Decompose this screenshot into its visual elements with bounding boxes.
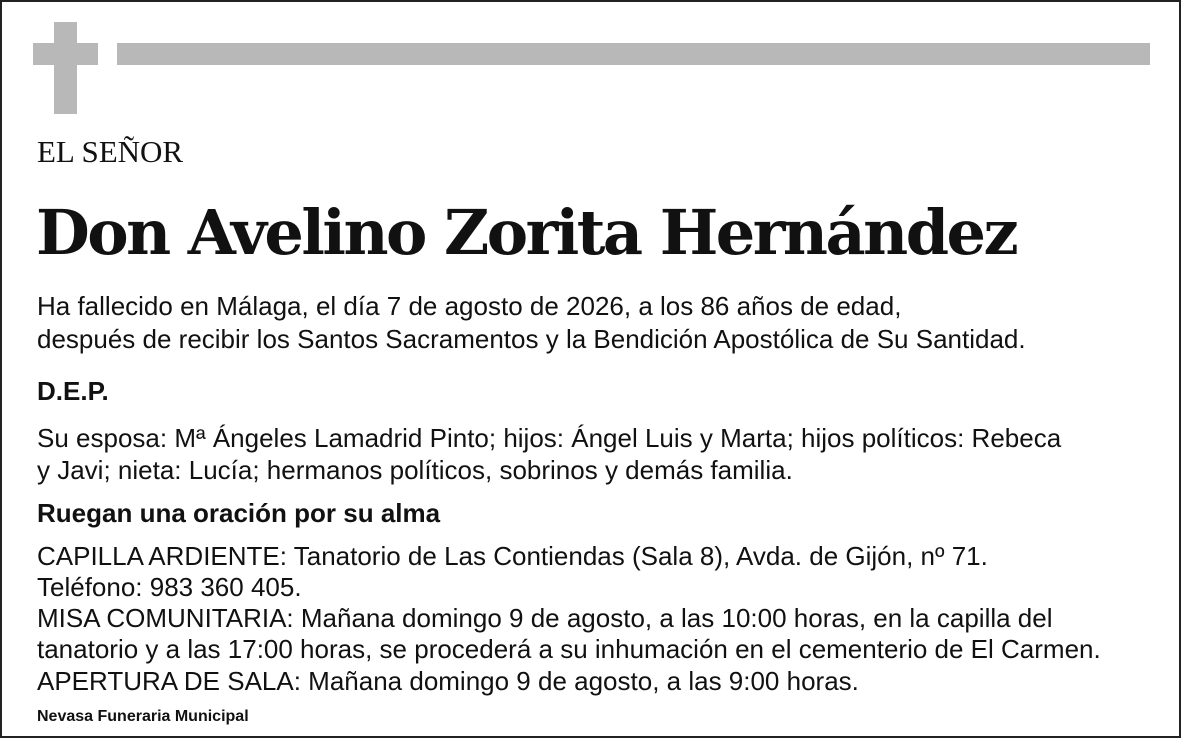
services-line-3: MISA COMUNITARIA: Mañana domingo 9 de agosto, a las 10:00 horas, en la capilla del xyxy=(37,603,1053,633)
services-line-2: Teléfono: 983 360 405. xyxy=(37,572,302,602)
services-line-4: tanatorio y a las 17:00 horas, se procederá a su inhumación en el cementerio de El Carmen. xyxy=(37,634,1101,664)
prayer-request: Ruegan una oración por su alma xyxy=(37,498,441,528)
cross-icon-horizontal-bar xyxy=(33,43,98,65)
announcement-line-2: después de recibir los Santos Sacramentos y la Bendición Apostólica de Su Santidad. xyxy=(37,324,1026,354)
services-line-1: CAPILLA ARDIENTE: Tanatorio de Las Contiendas (Sala 8), Avda. de Gijón, nº 71. xyxy=(37,541,988,571)
cross-icon-vertical-bar xyxy=(54,22,77,114)
deceased-name: Don Avelino Zorita Hernández xyxy=(36,196,1017,269)
rip-label: D.E.P. xyxy=(37,376,109,406)
family-line-1: Su esposa: Mª Ángeles Lamadrid Pinto; hijos: Ángel Luis y Marta; hijos políticos: Rebeca xyxy=(37,423,1062,453)
header-decorative-bar xyxy=(117,43,1150,65)
salutation: EL SEÑOR xyxy=(37,134,184,169)
announcement-line-1: Ha fallecido en Málaga, el día 7 de agosto de 2026, a los 86 años de edad, xyxy=(37,291,902,321)
services-line-5: APERTURA DE SALA: Mañana domingo 9 de agosto, a las 9:00 horas. xyxy=(37,666,859,696)
family-line-2: y Javi; nieta: Lucía; hermanos políticos, sobrinos y demás familia. xyxy=(37,455,793,485)
funeral-home-credit: Nevasa Funeraria Municipal xyxy=(37,708,249,725)
